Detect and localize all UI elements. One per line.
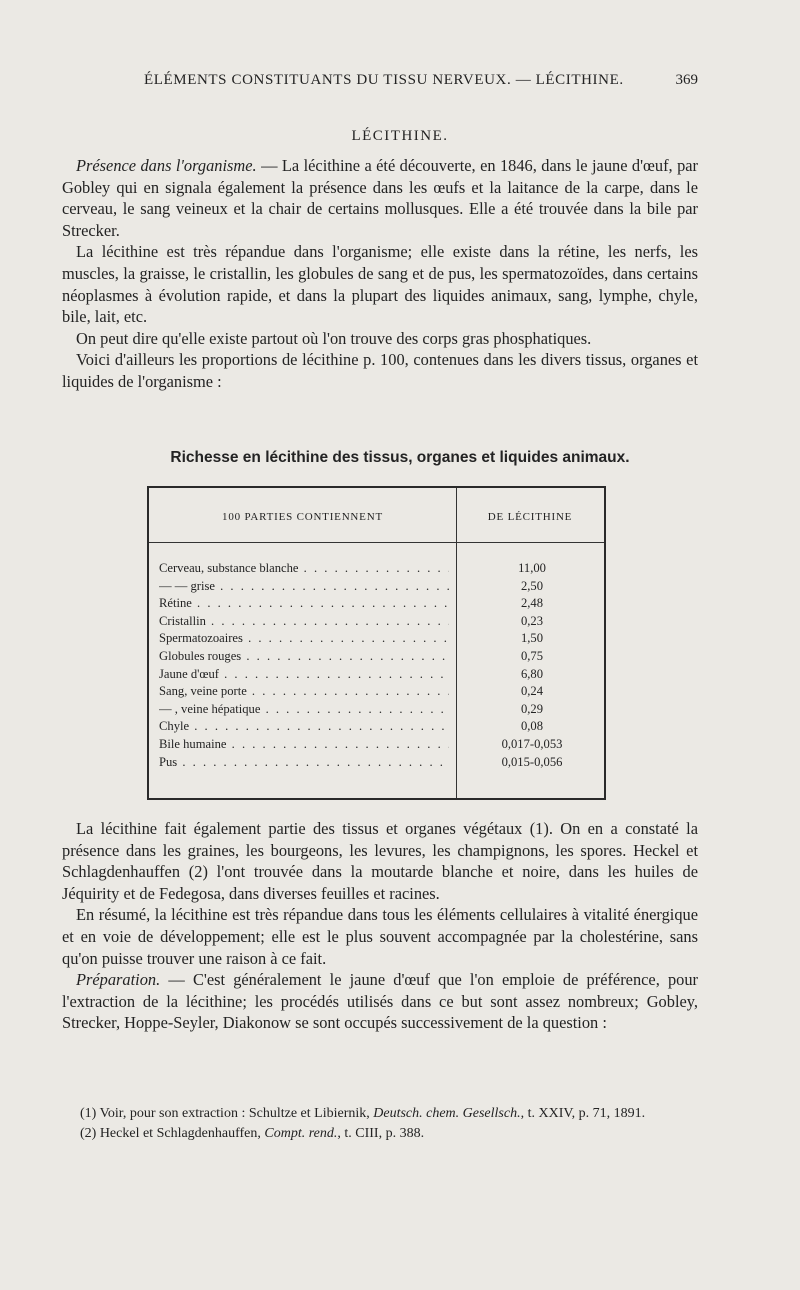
paragraph-text: — La lécithine a été découverte, en 1846, dans le jaune d'œuf, par Gobley qui en signala également la présence dans les œufs et la laitance de la carpe, dans le cerveau, le sang veineux et la chair de certains mollusques. Elle a été trouvée dans la bile par Strecker. xyxy=(62,156,698,240)
paragraph-phosphatic: On peut dire qu'elle existe partout où l'on trouve des corps gras phosphatiques. xyxy=(76,328,592,348)
running-head xyxy=(62,72,698,92)
footnote xyxy=(62,1104,698,1124)
row-value: 0,017-0,053 xyxy=(501,736,563,751)
paragraph-presence xyxy=(62,155,698,241)
row-value: 0,08 xyxy=(520,719,544,734)
footnote-text: (2) Heckel et Schlagdenhauffen, xyxy=(80,1125,265,1141)
page-number: 369 xyxy=(675,72,698,88)
footnote xyxy=(62,1124,698,1144)
row-value: 1,50 xyxy=(520,631,544,646)
row-name: Pus . . . xyxy=(159,754,449,772)
paragraph-proportions: Voici d'ailleurs les proportions de lécithine p. 100, contenues dans les divers tissus, organes et liquides de l'organisme : xyxy=(62,350,698,391)
row-name: Spermatozoaires . . . xyxy=(159,630,449,648)
footnote-text: , t. XXIV, p. 71, 1891. xyxy=(520,1106,646,1121)
table-rows xyxy=(159,560,604,771)
row-name: Cerveau, substance blanche . . . xyxy=(159,560,449,578)
row-name: — — grise . . . xyxy=(159,578,449,596)
row-name: Globules rouges . . . xyxy=(159,648,449,666)
row-value: 0,015-0,056 xyxy=(501,754,563,769)
row-name: Chyle . . . xyxy=(159,718,449,736)
row-name: Bile humaine . . . xyxy=(159,736,449,754)
row-value: 6,80 xyxy=(520,666,544,681)
paragraph-text: — C'est généralement le jaune d'œuf que l'on emploie de préférence, pour l'extraction de la lécithine; les procédés utilisés dans ce but sont assez nombreux; Gobley, Strecker, Hoppe-Seyler, Diakonow se sont occupés successivement de la question : xyxy=(62,970,698,1033)
footnotes xyxy=(62,1104,698,1143)
row-name: — , veine hépatique . . . xyxy=(159,701,449,719)
table-row xyxy=(159,630,604,648)
footnote-text: , t. CIII, p. 388. xyxy=(337,1125,425,1141)
table-row xyxy=(159,736,604,754)
table-caption: Richesse en lécithine des tissus, organes et liquides animaux. xyxy=(170,449,630,466)
table-row xyxy=(159,578,604,596)
text-block-upper xyxy=(62,155,698,393)
paragraph-distribution: La lécithine est très répandue dans l'organisme; elle existe dans la rétine, les nerfs, les muscles, la graisse, le cristallin, les globules de sang et de pus, les spermatozoïdes, dans certains néoplasmes à évolution rapide, et dans la plupart des liquides animaux, sang, lymphe, chyle, bile, lait, etc. xyxy=(62,242,698,327)
table-row xyxy=(159,683,604,701)
table-row xyxy=(159,754,604,772)
column-header-lecithin: DE LÉCITHINE xyxy=(487,511,573,523)
paragraph-summary: En résumé, la lécithine est très répandue dans tous les éléments cellulaires à vitalité énergique et en voie de développement; elle est le plus souvent accompagnée par la cholestérine, sans qu'on puisse trouver une raison à ce fait. xyxy=(62,905,698,968)
row-value: 0,24 xyxy=(520,684,544,699)
row-name: Cristallin . . . xyxy=(159,613,449,631)
table-row xyxy=(159,560,604,578)
running-title: ÉLÉMENTS CONSTITUANTS DU TISSU NERVEUX. — LÉCITHINE. xyxy=(144,72,624,88)
section-title: LÉCITHINE. xyxy=(351,128,449,144)
text-block-lower xyxy=(62,818,698,1034)
table-row xyxy=(159,701,604,719)
row-value: 2,48 xyxy=(520,596,544,611)
paragraph-lead: Préparation. xyxy=(76,970,161,990)
row-name: Jaune d'œuf . . . xyxy=(159,666,449,684)
row-name: Rétine . . . xyxy=(159,595,449,613)
row-value: 0,23 xyxy=(520,613,544,628)
paragraph-preparation xyxy=(62,969,698,1034)
paragraph-plants: La lécithine fait également partie des tissus et organes végétaux (1). On en a constaté la présence dans les graines, les bourgeons, les levures, les champignons, les spores. Heckel et Schlagdenhauffen (2) l'ont trouvée dans la moutarde blanche et noire, dans les huiles de Jéquirity et de Fedegosa, dans diverses feuilles et racines. xyxy=(62,819,698,903)
column-header-parts: 100 PARTIES CONTIENNENT xyxy=(222,511,383,523)
footnote-journal: Deutsch. chem. Gesellsch. xyxy=(373,1106,521,1121)
table-row xyxy=(159,613,604,631)
footnote-text: (1) Voir, pour son extraction : Schultze et Libiernik, xyxy=(80,1106,374,1121)
table-row xyxy=(159,595,604,613)
table-row xyxy=(159,718,604,736)
row-name: Sang, veine porte . . . xyxy=(159,683,449,701)
footnote-journal: Compt. rend. xyxy=(264,1125,338,1141)
table-row xyxy=(159,666,604,684)
row-value: 0,75 xyxy=(520,648,544,663)
row-value: 0,29 xyxy=(520,701,544,716)
lecithin-table xyxy=(147,486,606,800)
header-divider xyxy=(149,542,604,543)
paragraph-lead: Présence dans l'organisme. xyxy=(76,156,257,175)
row-value: 2,50 xyxy=(520,578,544,593)
table-row xyxy=(159,648,604,666)
row-value: 11,00 xyxy=(518,561,546,575)
